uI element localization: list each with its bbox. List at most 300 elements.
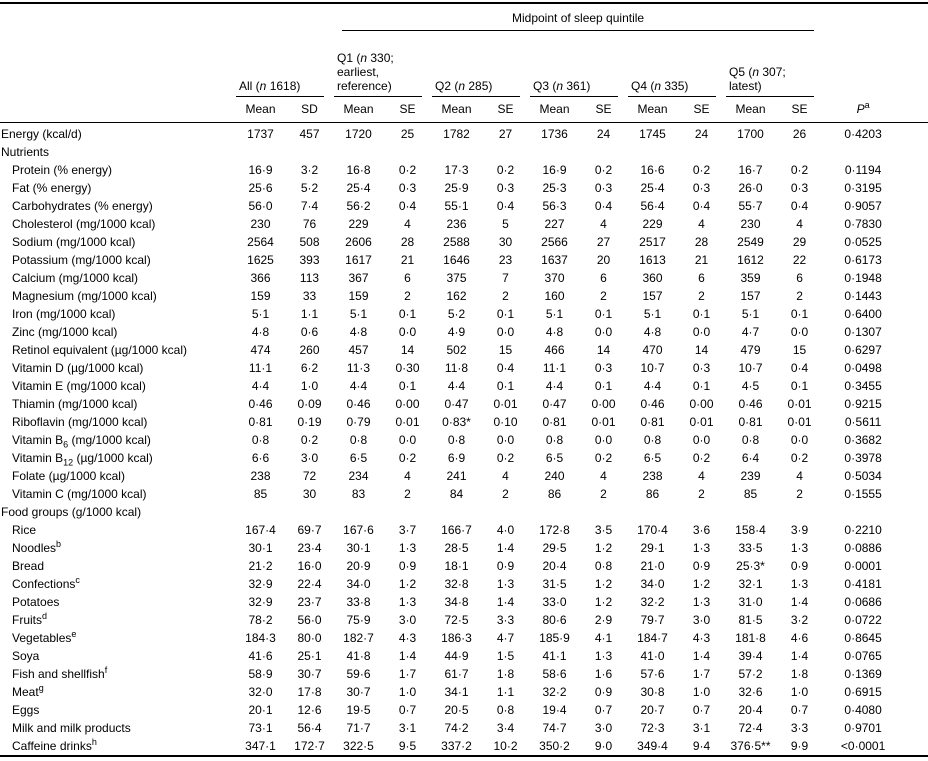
value-cell: 4 (502, 468, 509, 483)
p-value-cell: 0·0686 (844, 594, 882, 609)
value-cell: 182·7 (343, 630, 374, 645)
row-label: Sodium (mg/1000 kcal) (12, 234, 136, 249)
value-cell: 1·4 (692, 648, 711, 663)
value-cell: 0·0 (594, 324, 613, 339)
p-value-cell: 0·3195 (844, 180, 882, 195)
p-value-cell: 0·0765 (844, 648, 882, 663)
table-row (0, 719, 928, 737)
table-row (0, 449, 928, 467)
p-value-cell: 0·0886 (844, 540, 882, 555)
value-cell: 24 (694, 126, 709, 141)
value-cell: 3·3 (790, 720, 809, 735)
value-cell: 0·81 (738, 414, 763, 429)
value-cell: 0·46 (346, 396, 371, 411)
value-cell: 1·3 (398, 594, 417, 609)
value-cell: 32·0 (248, 684, 273, 699)
value-cell: 0·8 (496, 702, 515, 717)
value-cell: 6 (600, 270, 607, 285)
table-body (0, 122, 928, 756)
value-cell: 1782 (443, 126, 470, 141)
value-cell: 32·1 (738, 576, 763, 591)
value-cell: 1·3 (496, 576, 515, 591)
value-cell: 0·4 (398, 198, 417, 213)
table-row (0, 629, 928, 647)
value-cell: 162 (446, 288, 467, 303)
value-cell: 1·7 (398, 666, 417, 681)
value-cell: 32·9 (248, 594, 273, 609)
value-cell: 10·2 (493, 738, 518, 753)
value-cell: 0·0 (398, 324, 417, 339)
value-cell: 71·7 (346, 720, 371, 735)
value-cell: 349·4 (637, 738, 668, 753)
value-cell: 2549 (737, 234, 764, 249)
value-cell: 4·5 (741, 378, 760, 393)
value-cell: 25·6 (248, 180, 273, 195)
row-label: Vitamin $B_6$ (mg/1000 kcal) (12, 432, 151, 449)
value-cell: 11·8 (444, 360, 469, 375)
spanner-label: Midpoint of sleep quintile (342, 11, 814, 31)
value-cell: 31·5 (542, 576, 567, 591)
value-cell: 4 (600, 468, 607, 483)
value-cell: 19·4 (542, 702, 567, 717)
value-cell: 0·83* (442, 414, 471, 429)
value-cell: 0·9 (594, 684, 613, 699)
table-row (0, 647, 928, 665)
value-cell: 14 (400, 342, 415, 357)
value-cell: 74·7 (542, 720, 567, 735)
p-value-cell: 0·1369 (844, 666, 882, 681)
value-cell: 24 (596, 126, 611, 141)
value-cell: 0·8 (545, 432, 564, 447)
value-cell: 184·7 (637, 630, 668, 645)
value-cell: 2 (600, 288, 607, 303)
value-cell: 57·6 (640, 666, 665, 681)
section-label: Nutrients (1, 144, 50, 159)
value-cell: 1·8 (496, 666, 515, 681)
value-cell: 15 (792, 342, 807, 357)
col-header-q4-se: SE (677, 97, 726, 122)
value-cell: 21·0 (640, 558, 665, 573)
p-value-cell: 0·0001 (844, 558, 882, 573)
value-cell: 83 (351, 486, 366, 501)
value-cell: 30·7 (297, 666, 322, 681)
p-value-cell: 0·3455 (844, 378, 882, 393)
value-cell: 29·1 (640, 540, 665, 555)
p-value-cell: 0·6915 (844, 684, 882, 699)
value-cell: 4·8 (643, 324, 662, 339)
value-cell: 0·0 (692, 324, 711, 339)
value-cell: 78·2 (248, 612, 273, 627)
value-cell: 22 (792, 252, 807, 267)
value-cell: 350·2 (539, 738, 570, 753)
value-cell: 0·7 (790, 702, 809, 717)
value-cell: 21·2 (248, 558, 273, 573)
col-header-q3-mean: Mean (530, 97, 579, 122)
row-label: Soya (12, 648, 40, 663)
value-cell: 34·0 (346, 576, 371, 591)
value-cell: 1·3 (790, 540, 809, 555)
value-cell: 2566 (541, 234, 568, 249)
value-cell: 5·2 (300, 180, 319, 195)
table-row (0, 683, 928, 701)
group-header-q1 (334, 31, 432, 97)
value-cell: 172·8 (539, 522, 570, 537)
section-row (0, 143, 928, 161)
value-cell: 4·8 (251, 324, 270, 339)
value-cell: 0·3 (692, 180, 711, 195)
table-row (0, 467, 928, 485)
value-cell: 1·3 (790, 576, 809, 591)
p-value-cell: 0·1307 (844, 324, 882, 339)
value-cell: 25·4 (346, 180, 371, 195)
value-cell: 1·2 (692, 576, 711, 591)
value-cell: 32·8 (444, 576, 469, 591)
value-cell: 14 (694, 342, 709, 357)
table-row (0, 575, 928, 593)
value-cell: 1·8 (790, 666, 809, 681)
value-cell: 0·2 (692, 162, 711, 177)
spanner-left-spacer (0, 3, 334, 31)
value-cell: 0·8 (349, 432, 368, 447)
value-cell: 181·8 (735, 630, 766, 645)
table-row (0, 737, 928, 756)
value-cell: 167·4 (245, 522, 276, 537)
group-header-q5 (726, 31, 824, 97)
table-row (0, 323, 928, 341)
value-cell: 0·9 (398, 558, 417, 573)
table-row (0, 359, 928, 377)
col-header-q3-se: SE (579, 97, 628, 122)
value-cell: 25·3 (542, 180, 567, 195)
col-header-q5-mean: Mean (726, 97, 775, 122)
table-row (0, 269, 928, 287)
value-cell: 5·1 (741, 306, 760, 321)
value-cell: 32·6 (738, 684, 763, 699)
value-cell: 160 (544, 288, 565, 303)
value-cell: 57·2 (738, 666, 763, 681)
value-cell: 11·1 (542, 360, 567, 375)
value-cell: 0·00 (689, 396, 714, 411)
value-cell: 33 (302, 288, 317, 303)
group-header-q2 (432, 31, 530, 97)
value-cell: 1·1 (496, 684, 515, 699)
value-cell: 25·4 (640, 180, 665, 195)
value-cell: 4 (404, 216, 411, 231)
value-cell: 1·2 (398, 576, 417, 591)
value-cell: 185·9 (539, 630, 570, 645)
value-cell: 0·1 (398, 378, 417, 393)
value-cell: 26 (792, 126, 807, 141)
table-row (0, 611, 928, 629)
value-cell: 6·5 (643, 450, 662, 465)
value-cell: 0·19 (297, 414, 322, 429)
value-cell: 27 (596, 234, 611, 249)
value-cell: 17·8 (297, 684, 322, 699)
value-cell: 2564 (247, 234, 274, 249)
value-cell: 4·9 (447, 324, 466, 339)
value-cell: 240 (544, 468, 565, 483)
value-cell: 0·4 (496, 360, 515, 375)
row-label: Fruits$^d$ (12, 610, 48, 627)
value-cell: 172·7 (294, 738, 325, 753)
row-label: Zinc (mg/1000 kcal) (12, 324, 118, 339)
value-cell: 0·0 (692, 432, 711, 447)
p-group-spacer (824, 31, 928, 97)
value-cell: 75·9 (346, 612, 371, 627)
p-value-cell: 0·9057 (844, 198, 882, 213)
row-label: Milk and milk products (12, 720, 131, 735)
table-row (0, 287, 928, 305)
p-value-cell: 0·3682 (844, 432, 882, 447)
value-cell: 0·4 (790, 360, 809, 375)
p-value-cell: 0·1948 (844, 270, 882, 285)
value-cell: 20 (596, 252, 611, 267)
value-cell: 4·4 (447, 378, 466, 393)
value-cell: 4·4 (545, 378, 564, 393)
value-cell: 0·46 (738, 396, 763, 411)
table-row (0, 665, 928, 683)
p-value-cell: 0·6173 (844, 252, 882, 267)
value-cell: 72·3 (640, 720, 665, 735)
value-cell: 85 (253, 486, 268, 501)
value-cell: 41·6 (248, 648, 273, 663)
value-cell: 0·8 (251, 432, 270, 447)
value-cell: 1·3 (398, 540, 417, 555)
value-cell: 322·5 (343, 738, 374, 753)
value-cell: 73·1 (248, 720, 273, 735)
value-cell: 0·30 (395, 360, 420, 375)
value-cell: 0·2 (300, 432, 319, 447)
p-value-cell: 0·0498 (844, 360, 882, 375)
value-cell: 0·4 (496, 198, 515, 213)
value-cell: 0·01 (395, 414, 420, 429)
section-row (0, 503, 928, 521)
value-cell: 4 (698, 216, 705, 231)
value-cell: 21 (400, 252, 415, 267)
value-cell: 2 (796, 486, 803, 501)
value-cell: 80·6 (542, 612, 567, 627)
group-header-label: Q2 (n 285) (432, 79, 520, 97)
value-cell: 72·5 (444, 612, 469, 627)
value-cell: 159 (250, 288, 271, 303)
value-cell: 359 (740, 270, 761, 285)
value-cell: 34·0 (640, 576, 665, 591)
value-cell: 229 (348, 216, 369, 231)
row-label-header-spacer (0, 31, 236, 97)
value-cell: 5 (502, 216, 509, 231)
value-cell: 370 (544, 270, 565, 285)
value-cell: 5·1 (643, 306, 662, 321)
value-cell: 1625 (247, 252, 274, 267)
value-cell: 31·0 (738, 594, 763, 609)
value-cell: 0·2 (398, 162, 417, 177)
column-header-row (0, 97, 928, 122)
value-cell: 1·4 (398, 648, 417, 663)
value-cell: 0·6 (300, 324, 319, 339)
value-cell: 0·9 (692, 558, 711, 573)
table-header (0, 3, 928, 122)
value-cell: 80·0 (297, 630, 322, 645)
value-cell: 4·6 (790, 630, 809, 645)
value-cell: 0·1 (692, 378, 711, 393)
value-cell: 457 (348, 342, 369, 357)
value-cell: 2606 (345, 234, 372, 249)
row-label: Potassium (mg/1000 kcal) (12, 252, 151, 267)
value-cell: 22·4 (297, 576, 322, 591)
value-cell: 86 (547, 486, 562, 501)
value-cell: 1·4 (496, 540, 515, 555)
value-cell: 0·8 (594, 558, 613, 573)
p-value-cell: 0·1555 (844, 486, 882, 501)
value-cell: 479 (740, 342, 761, 357)
value-cell: 1·0 (790, 684, 809, 699)
row-label: Potatoes (12, 594, 60, 609)
p-value-cell: <0·0001 (840, 738, 886, 753)
row-label: Carbohydrates (% energy) (12, 198, 153, 213)
value-cell: 5·1 (349, 306, 368, 321)
p-value-cell: 0·7830 (844, 216, 882, 231)
value-cell: 4·4 (251, 378, 270, 393)
value-cell: 69·7 (297, 522, 322, 537)
value-cell: 28 (400, 234, 415, 249)
table-row (0, 161, 928, 179)
value-cell: 238 (642, 468, 663, 483)
table-row (0, 197, 928, 215)
value-cell: 1·4 (790, 594, 809, 609)
p-value-cell: 0·1443 (844, 288, 882, 303)
value-cell: 30 (302, 486, 317, 501)
value-cell: 457 (299, 126, 320, 141)
value-cell: 6·5 (349, 450, 368, 465)
value-cell: 6 (404, 270, 411, 285)
value-cell: 227 (544, 216, 565, 231)
value-cell: 0·4 (790, 198, 809, 213)
row-label: Iron (mg/1000 kcal) (12, 306, 116, 321)
table-row (0, 215, 928, 233)
value-cell: 0·7 (692, 702, 711, 717)
value-cell: 1·0 (692, 684, 711, 699)
row-label: Protein (% energy) (12, 162, 113, 177)
p-value-cell: 0·9701 (844, 720, 882, 735)
value-cell: 61·7 (444, 666, 469, 681)
value-cell: 1·3 (594, 648, 613, 663)
p-value-cell: 0·5611 (844, 414, 882, 429)
value-cell: 25 (400, 126, 415, 141)
value-cell: 474 (250, 342, 271, 357)
value-cell: 0·1 (398, 306, 417, 321)
value-cell: 79·7 (640, 612, 665, 627)
value-cell: 0·2 (398, 450, 417, 465)
value-cell: 347·1 (245, 738, 276, 753)
value-cell: 1700 (737, 126, 764, 141)
value-cell: 229 (642, 216, 663, 231)
value-cell: 1·4 (790, 648, 809, 663)
p-value-cell: 0·8645 (844, 630, 882, 645)
value-cell: 3·0 (594, 720, 613, 735)
value-cell: 1612 (737, 252, 764, 267)
value-cell: 27 (498, 126, 513, 141)
nutrient-intake-table (0, 2, 928, 757)
value-cell: 0·3 (594, 360, 613, 375)
row-label: Folate (µg/1000 kcal) (12, 468, 125, 483)
value-cell: 502 (446, 342, 467, 357)
value-cell: 3·0 (398, 612, 417, 627)
value-cell: 26·0 (738, 180, 763, 195)
value-cell: 6·6 (251, 450, 270, 465)
value-cell: 0·81 (248, 414, 273, 429)
value-cell: 81·5 (738, 612, 763, 627)
value-cell: 20·5 (444, 702, 469, 717)
value-cell: 56·2 (346, 198, 371, 213)
value-cell: 84 (449, 486, 464, 501)
value-cell: 1737 (247, 126, 274, 141)
value-cell: 1·2 (594, 594, 613, 609)
table-row (0, 485, 928, 503)
value-cell: 159 (348, 288, 369, 303)
spanner-cell (334, 3, 824, 31)
value-cell: 58·9 (248, 666, 273, 681)
col-header-q4-mean: Mean (628, 97, 677, 122)
group-header-all (236, 31, 334, 97)
value-cell: 0·0 (790, 324, 809, 339)
value-cell: 4·3 (692, 630, 711, 645)
col-header-q5-se: SE (775, 97, 824, 122)
value-cell: 6·2 (300, 360, 319, 375)
group-header-row (0, 31, 928, 97)
value-cell: 0·46 (640, 396, 665, 411)
value-cell: 56·0 (297, 612, 322, 627)
value-cell: 1736 (541, 126, 568, 141)
value-cell: 3·6 (692, 522, 711, 537)
value-cell: 4·1 (594, 630, 613, 645)
value-cell: 3·0 (300, 450, 319, 465)
value-cell: 0·3 (496, 180, 515, 195)
value-cell: 10·7 (640, 360, 665, 375)
group-header-label: Q3 (n 361) (530, 79, 618, 97)
value-cell: 2 (698, 486, 705, 501)
value-cell: 19·5 (346, 702, 371, 717)
value-cell: 0·0 (790, 432, 809, 447)
value-cell: 3·5 (594, 522, 613, 537)
value-cell: 186·3 (441, 630, 472, 645)
value-cell: 0·8 (447, 432, 466, 447)
p-value-cell: 0·6400 (844, 306, 882, 321)
value-cell: 0·79 (346, 414, 371, 429)
value-cell: 16·8 (346, 162, 371, 177)
table-row (0, 521, 928, 539)
value-cell: 44·9 (444, 648, 469, 663)
value-cell: 367 (348, 270, 369, 285)
value-cell: 1·0 (398, 684, 417, 699)
value-cell: 15 (498, 342, 513, 357)
value-cell: 56·0 (248, 198, 273, 213)
value-cell: 14 (596, 342, 611, 357)
value-cell: 29·5 (542, 540, 567, 555)
value-cell: 1·2 (594, 576, 613, 591)
value-cell: 20·9 (346, 558, 371, 573)
row-label: Vegetables$^e$ (12, 628, 77, 645)
table-row (0, 431, 928, 449)
value-cell: 184·3 (245, 630, 276, 645)
value-cell: 0·2 (594, 450, 613, 465)
value-cell: 0·3 (594, 180, 613, 195)
value-cell: 0·1 (496, 306, 515, 321)
value-cell: 0·2 (496, 162, 515, 177)
value-cell: 0·47 (542, 396, 567, 411)
value-cell: 29 (792, 234, 807, 249)
value-cell: 158·4 (735, 522, 766, 537)
p-value-cell: 0·0722 (844, 612, 882, 627)
